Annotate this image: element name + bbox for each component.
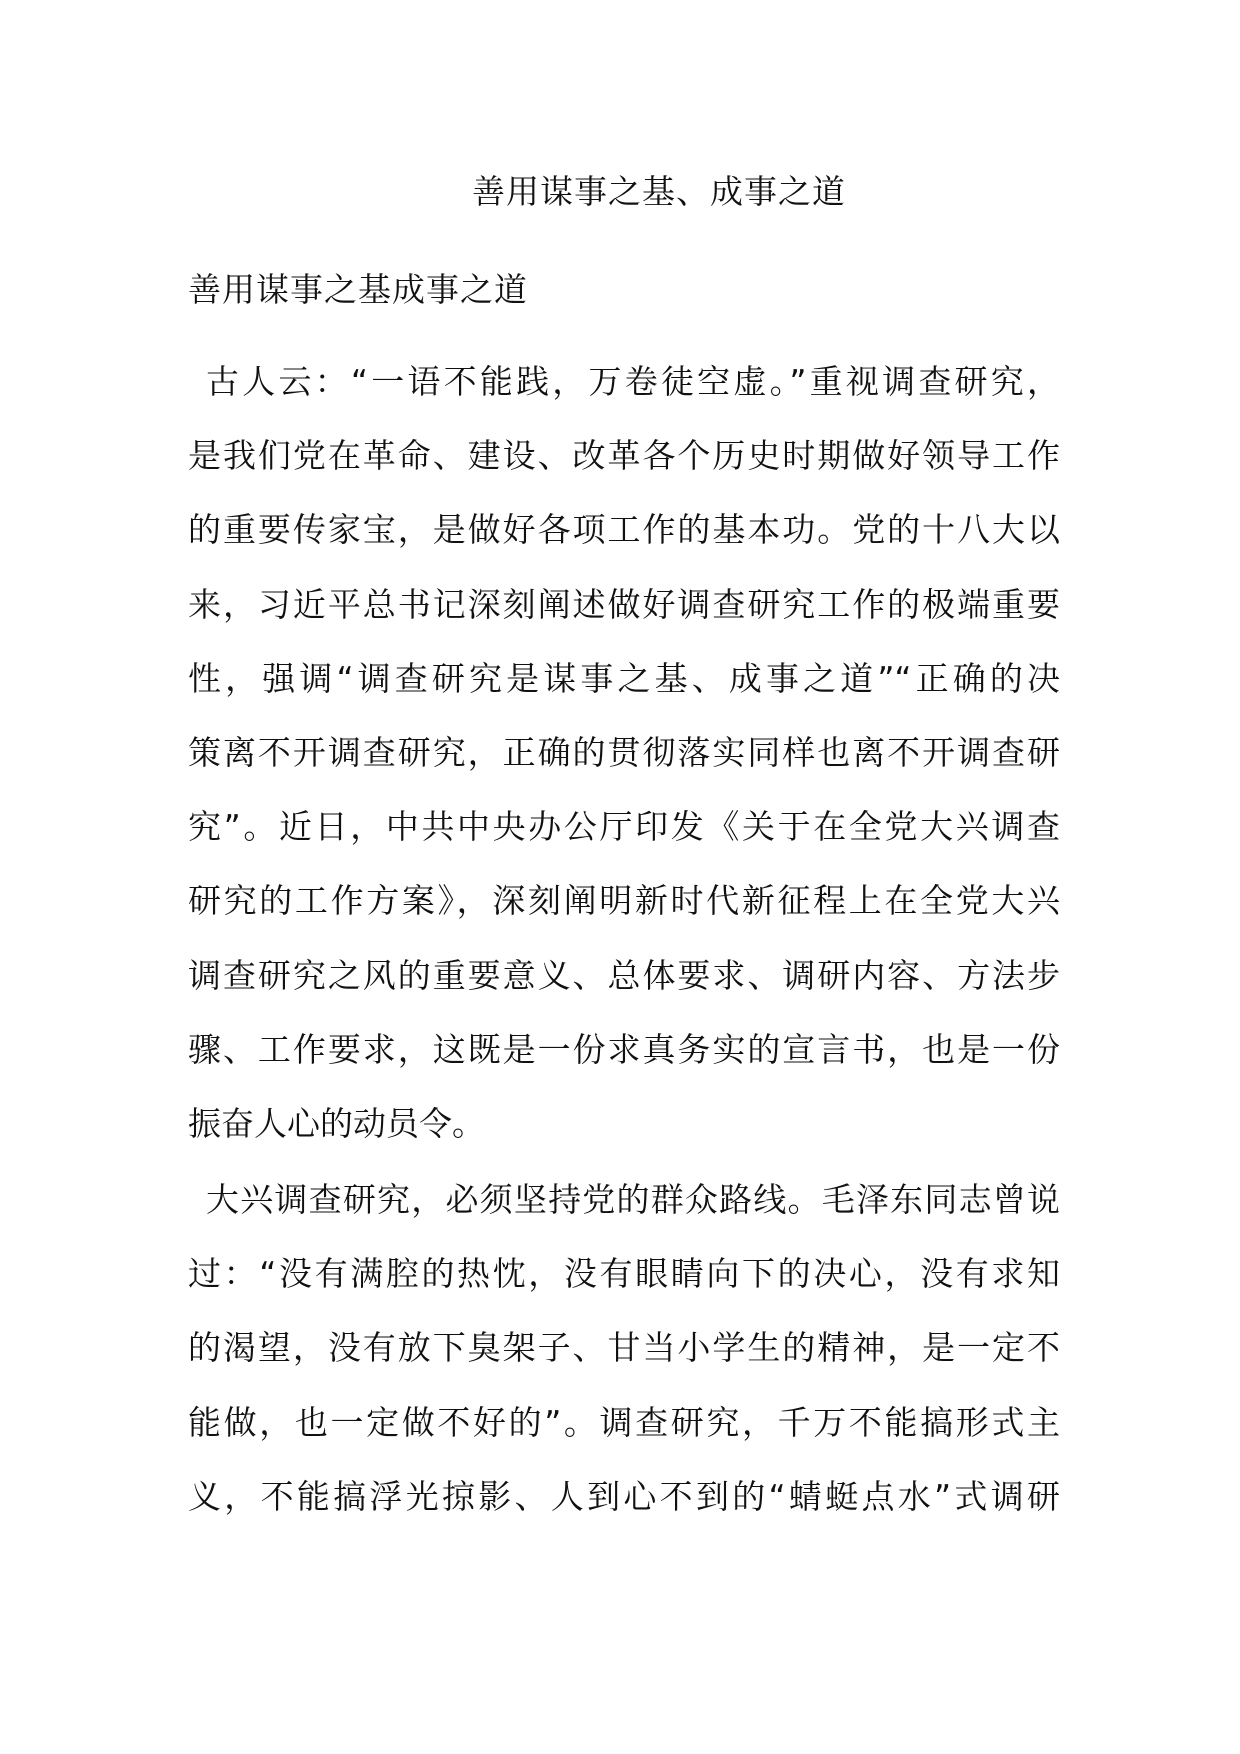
paragraph-2 — [188, 1163, 1060, 1534]
paragraph-line: 策离不开调查研究，正确的贯彻落实同样也离不开调查研 — [188, 732, 1060, 772]
paragraph-line: 过：“没有满腔的热忱，没有眼睛向下的决心，没有求知 — [188, 1254, 1060, 1294]
paragraph-line: 骤、工作要求，这既是一份求真务实的宣言书，也是一份 — [188, 1029, 1060, 1069]
document-title: 善用谋事之基、成事之道 — [472, 172, 846, 211]
paragraph-line: 是我们党在革命、建设、改革各个历史时期做好领导工作 — [188, 436, 1060, 476]
paragraph-line: 研究的工作方案》，深刻阐明新时代新征程上在全党大兴 — [188, 881, 1060, 921]
paragraph-line: 振奋人心的动员令。 — [188, 1103, 485, 1143]
paragraph-line: 性，强调“调查研究是谋事之基、成事之道”“正确的决 — [188, 658, 1060, 698]
document-subtitle: 善用谋事之基成事之道 — [188, 270, 528, 309]
paragraph-line: 义，不能搞浮光掠影、人到心不到的“蜻蜓点水”式调研 — [188, 1476, 1060, 1516]
paragraph-line: 来，习近平总书记深刻阐述做好调查研究工作的极端重要 — [188, 584, 1060, 624]
paragraph-1 — [188, 345, 1060, 1161]
paragraph-line: 的重要传家宝，是做好各项工作的基本功。党的十八大以 — [188, 510, 1060, 550]
paragraph-line: 的渴望，没有放下臭架子、甘当小学生的精神，是一定不 — [188, 1328, 1060, 1368]
paragraph-line: 能做，也一定做不好的”。调查研究，千万不能搞形式主 — [188, 1402, 1060, 1442]
paragraph-line: 大兴调查研究，必须坚持党的群众路线。毛泽东同志曾说 — [206, 1180, 1060, 1219]
paragraph-line: 古人云：“一语不能践，万卷徒空虚。”重视调查研究， — [206, 362, 1060, 401]
paragraph-line: 调查研究之风的重要意义、总体要求、调研内容、方法步 — [188, 955, 1060, 995]
paragraph-line: 究”。近日，中共中央办公厅印发《关于在全党大兴调查 — [188, 807, 1060, 847]
